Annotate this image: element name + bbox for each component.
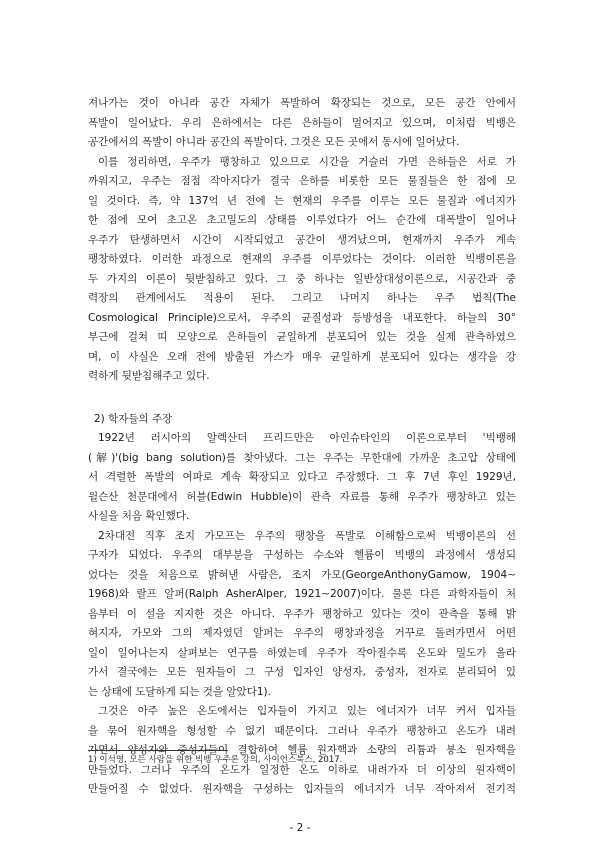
- text-line: 음부터 이 설을 지지한 것은 아니다. 우주가 팽창하고 있다는 것이 관측을 통해 밝: [88, 607, 516, 620]
- text-line: 며, 이 사실은 오래 전에 방출된 가스가 매우 균일하게 분포되어 있다는 생각을 강: [88, 350, 516, 363]
- paragraph-big-bang-summary: [88, 153, 516, 387]
- paragraph-friedmann-hubble: [88, 429, 516, 527]
- text-line: 일 것이다. 즉, 약 137억 년 전에 는 현재의 우주를 이루는 모든 물질과 에너지가: [88, 194, 516, 207]
- text-line: 었다는 것을 처음으로 밝혀낸 사람은, 조지 가모(GeorgeAnthonyGamow, 1904∼: [88, 568, 516, 581]
- text-line: 서 격렬한 폭발의 여파로 계속 확장되고 있다고 주장했다. 그 후 7년 후인 1929년,: [88, 471, 516, 483]
- paragraph-gamow-alpher: [88, 527, 516, 703]
- text-line: 1968)와 랄프 알퍼(Ralph AsherAlper, 1921∼2007)이다. 물론 다른 과학자들이 처: [88, 588, 516, 600]
- text-line: 까워지고, 우주는 점점 작아지다가 결국 은하를 비롯한 모든 물질들은 한 점에 모: [88, 175, 516, 187]
- text-line: 일이 일어나는지 살펴보는 연구를 하였는데 우주가 작아질수록 온도와 밀도가 올라: [88, 646, 516, 659]
- text-line: 력장의 관계에서도 적용이 된다. 그리고 나머지 하나는 우주 법칙(The: [88, 292, 516, 304]
- text-line: 만들어질 수 없었다. 원자핵을 구성하는 입자들의 에너지가 너무 작아져서 전기적: [88, 783, 516, 795]
- text-line: 가면서 양성자와 중성자들이 결합하여 헬륨 원자핵과 소량의 리튬과 붕소 원자핵을: [88, 744, 516, 756]
- text-line: 혀지자, 가모와 그의 제자였던 알퍼는 우주의 팽창과정을 거꾸로 돌려가면서 어떤: [88, 627, 516, 639]
- text-line: 부근에 걸쳐 띠 모양으로 은하들이 균일하게 분포되어 있는 것을 실제 관측하였으: [88, 331, 516, 343]
- paragraph-space-explosion: [88, 94, 516, 153]
- text-line: (解)'(big bang solution)를 찾아냈다. 그는 우주는 무한대에 가까운 초고압 상태에: [88, 451, 516, 464]
- text-line: 사실을 처음 확인했다.: [88, 510, 190, 522]
- page-number: - 2 -: [289, 822, 311, 834]
- text-line: 만들었다. 그러나 우주의 온도가 일정한 온도 이하로 내려가자 더 이상의 원자핵이: [88, 763, 516, 776]
- text-line: 1922년 러시아의 알렉산더 프리드만은 아인슈타인의 이론으로부터 '빅뱅해: [98, 432, 516, 444]
- text-line: 구자가 되었다. 우주의 대부분을 구성하는 수소와 헬륨이 빅뱅의 과정에서 생성되: [88, 549, 516, 561]
- footnote-divider: [88, 750, 228, 751]
- text-line: 팽창하였다. 이러한 과정으로 현재의 우주를 이루었다는 것이다. 이러한 빅뱅이론을: [88, 253, 516, 265]
- text-line: 가서 결국에는 모든 원자들이 그 구성 입자인 양성자, 중성자, 전자로 분리되어 있: [88, 666, 516, 678]
- text-line: 윌슨산 천문대에서 허블(Edwin Hubble)이 관측 자료를 통해 우주가 팽창하고 있는: [88, 490, 516, 503]
- document-body: [88, 94, 516, 800]
- text-line: 이를 정리하면, 우주가 팽창하고 있으므로 시간을 거슬러 가면 은하들은 서로 가: [98, 155, 516, 168]
- footnote: 1) 이석영, 모든 사람을 위한 빅뱅 우주론 강의, 사이언스북스, 2017.: [88, 755, 343, 765]
- text-line: 공간에서의 폭발이 아니라 공간의 폭발이다. 그것은 모든 곳에서 동시에 일어났다.: [88, 136, 460, 148]
- text-line: 력하게 뒷받침해주고 있다.: [88, 370, 210, 382]
- text-line: 우주가 탄생하면서 시간이 시작되었고 공간이 생겨났으며, 현재까지 우주가 계속: [88, 233, 516, 246]
- text-line: 2차대전 직후 조지 가모프는 우주의 팽창을 폭발로 이해함으로써 빅뱅이론의 선: [98, 529, 516, 542]
- text-line: 폭발이 일어났다. 우리 은하에서는 다른 은하들이 멀어지고 있으며, 이처럼 빅뱅은: [88, 116, 516, 129]
- text-line: 그것은 아주 높은 온도에서는 입자들이 가지고 있는 에너지가 너무 커서 입자들: [98, 705, 516, 717]
- text-line: 한 점에 모여 초고온 초고밀도의 상태를 이루었다가 어느 순간에 대폭발이 일어나: [88, 214, 516, 226]
- text-line: 을 묶어 원자핵을 형성할 수 없기 때문이다. 그러나 우주가 팽창하고 온도가 내려: [88, 724, 516, 737]
- text-line: 두 가지의 이론이 뒷받침하고 있다. 그 중 하나는 일반상대성이론으로, 시공간과 중: [88, 272, 516, 285]
- section-heading: 2) 학자들의 주장: [94, 412, 173, 425]
- text-line: 져나가는 것이 아니라 공간 자체가 폭발하여 확장되는 것으로, 모든 공간 안에서: [88, 97, 516, 109]
- text-line: 는 상태에 도달하게 되는 것을 알았다1).: [88, 685, 271, 698]
- text-line: Cosmological Principle)으로서, 우주의 균질성과 등방성을 내포한다. 하늘의 30°: [88, 311, 516, 324]
